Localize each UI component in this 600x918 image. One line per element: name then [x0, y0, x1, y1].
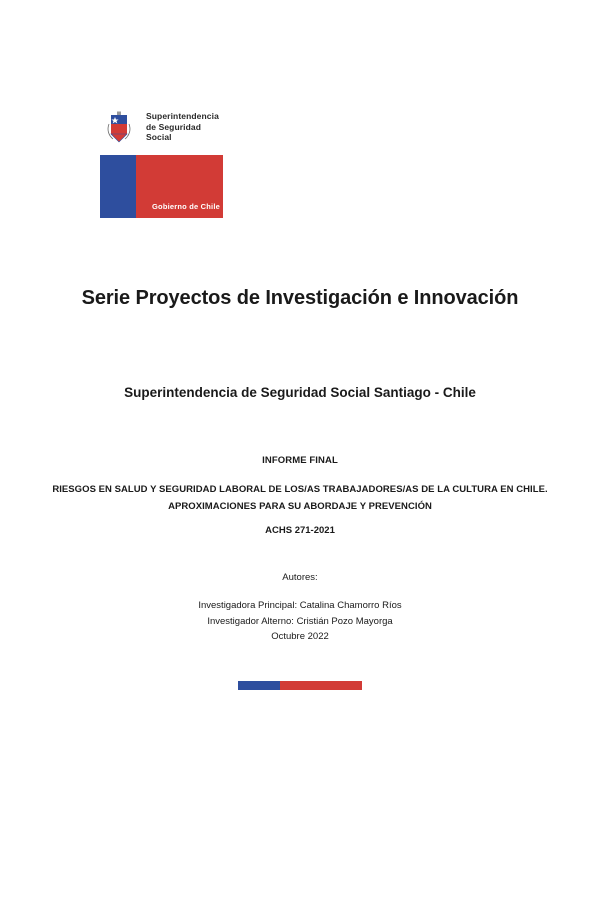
page-title: Serie Proyectos de Investigación e Innovación	[81, 287, 519, 309]
report-code: ACHS 271-2021	[265, 525, 335, 536]
publication-date: Octubre 2022	[271, 631, 329, 642]
authors-list	[60, 598, 540, 645]
logo-graphic	[100, 101, 223, 218]
report-type-label: INFORME FINAL	[262, 455, 338, 466]
institution-subtitle: Superintendencia de Seguridad Social Santiago - Chile	[124, 385, 476, 400]
footer-flag-bar	[238, 681, 362, 690]
institution-logo	[100, 101, 223, 218]
report-title: RIESGOS EN SALUD Y SEGURIDAD LABORAL DE LOS/AS TRABAJADORES/AS DE LA CULTURA EN CHILE. APROXIMACIONES PARA SU ABORDAJE Y PREVENCIÓN	[52, 484, 548, 512]
logo-org-line-3: Social	[146, 132, 172, 142]
logo-government-label: Gobierno de Chile	[152, 202, 220, 211]
logo-organization-text	[146, 111, 219, 143]
logo-blue-block	[100, 155, 136, 218]
footer-flag-blue	[238, 681, 280, 690]
authors-label: Autores:	[282, 572, 318, 583]
logo-org-line-1: Superintendencia	[146, 111, 219, 121]
footer-flag-red	[280, 681, 362, 690]
author-principal: Investigadora Principal: Catalina Chamorro Ríos	[198, 600, 402, 611]
chile-coat-of-arms-icon	[106, 111, 132, 147]
author-alternate: Investigador Alterno: Cristián Pozo Mayorga	[207, 615, 393, 627]
logo-org-line-2: de Seguridad	[146, 121, 202, 132]
